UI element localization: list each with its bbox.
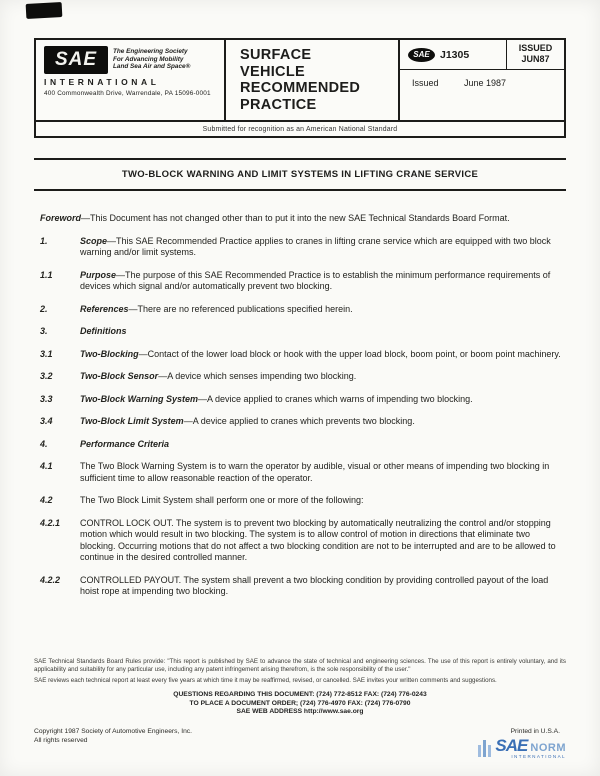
paragraph-4-performance: [40, 439, 562, 451]
contact-web: [34, 708, 566, 717]
section-label: Scope: [80, 235, 108, 246]
section-number: 3.4: [40, 416, 53, 426]
section-number: 4.2.1: [40, 517, 61, 528]
section-number: 4.1: [40, 461, 53, 471]
section-number: 3.1: [40, 348, 53, 359]
section-number: 3.2: [40, 371, 53, 381]
section-label: Purpose: [80, 269, 117, 280]
stamp-issued-label: ISSUED: [518, 43, 553, 53]
ansi-note: Submitted for recognition as an American National Standard: [36, 120, 564, 136]
paragraph-4-1: [40, 461, 562, 484]
international-label: INTERNATIONAL: [44, 77, 160, 87]
document-type: [224, 40, 400, 120]
legal-text-rules: SAE Technical Standards Board Rules provide: "This report is published by SAE to advance the state of technical and engineering sciences. The use of this report is entirely voluntary, and its applicability and suitability for any particular use, including any patent infringement arising therefrom, is the sole responsibility of the user.": [34, 658, 566, 673]
paragraph-3-4: [40, 416, 562, 428]
section-label: Two-Block Limit System: [80, 416, 184, 426]
section-text: —A device applied to cranes which warns of impending two blocking.: [198, 393, 473, 404]
paragraph-1-scope: [40, 236, 562, 259]
scan-artifact: [26, 2, 63, 19]
doc-code-cell: [400, 40, 506, 69]
issued-label: Issued: [412, 78, 439, 88]
section-text: —The purpose of this SAE Recommended Practice is to establish the minimum performance requirements of devices which signal and/or automatically prevent two blocking.: [80, 269, 551, 291]
contact-questions: QUESTIONS REGARDING THIS DOCUMENT: (724) 772-8512 FAX: (724) 776-0243: [173, 691, 427, 699]
legal-text-review: SAE reviews each technical report at least every five years at which time it may be reaffirmed, revised, or cancelled. SAE invites your written comments and suggestions.: [34, 677, 497, 685]
document-footer: [34, 658, 566, 759]
section-label: Two-Blocking: [80, 348, 139, 359]
paragraph-4-2-1: [40, 518, 562, 564]
copyright-block: [34, 728, 192, 746]
section-text: The Two Block Limit System shall perform one or more of the following:: [80, 495, 364, 505]
contact-orders: TO PLACE A DOCUMENT ORDER; (724) 776-4970 FAX: (724) 776-0790: [189, 699, 411, 707]
paragraph-2-references: [40, 304, 562, 316]
contact-block: [34, 691, 566, 717]
norm-bars-icon: [478, 740, 491, 757]
document-header: [34, 38, 566, 138]
norm-logo-sae: SAE: [495, 735, 528, 755]
section-number: 3.: [40, 326, 48, 336]
sae-logo-text: SAE: [54, 49, 98, 70]
web-address-label: SAE WEB ADDRESS: [236, 708, 303, 716]
tagline-line: For Advancing Mobility: [113, 55, 184, 63]
section-text: CONTROL LOCK OUT. The system is to prevent two blocking by automatically neutralizing the control and/or stopping motion which would result in two blocking. The system is to allow control of motion in directions that eliminate two blocking. Occurring motions that do not affect a two blocking condition are not to be interrupted and are to be allowed to continue in the desired controlled manner.: [80, 517, 556, 562]
sae-norm-logo: [478, 737, 566, 760]
section-number: 4.2.2: [40, 574, 61, 585]
tagline-line: The Engineering Society: [113, 48, 188, 55]
section-label: Foreword: [40, 213, 82, 223]
issued-date: June 1987: [464, 78, 507, 88]
tagline-line: Land Sea Air and Space®: [113, 63, 191, 71]
section-label: Definitions: [80, 326, 127, 336]
paragraph-1-1-purpose: [40, 270, 562, 293]
stamp-issued-date: JUN87: [521, 54, 550, 64]
section-number: 1.: [40, 235, 48, 246]
doc-type-line: RECOMMENDED: [240, 80, 361, 96]
paragraph-4-2-2: [40, 575, 562, 598]
doc-type-line: PRACTICE: [240, 96, 317, 113]
section-text: —A device which senses impending two blocking.: [158, 371, 357, 381]
section-number: 4.2: [40, 495, 53, 505]
sae-tagline: [113, 46, 190, 71]
printed-note: Printed in U.S.A.: [510, 727, 560, 735]
section-label: References: [80, 303, 129, 314]
document-title: TWO-BLOCK WARNING AND LIMIT SYSTEMS IN LIFTING CRANE SERVICE: [34, 158, 566, 191]
issued-row: [400, 70, 564, 88]
section-label: Performance Criteria: [80, 438, 170, 449]
rights-line: All rights reserved: [34, 736, 88, 744]
section-text: —This SAE Recommended Practice applies to cranes in lifting crane service which are equipped with two block warning and/or limit systems.: [80, 235, 551, 257]
doc-number: J1305: [440, 48, 470, 61]
norm-logo-norm: NORM: [530, 741, 566, 754]
section-number: 1.1: [40, 269, 53, 280]
section-label: Two-Block Warning System: [80, 393, 199, 404]
section-text: —A device applied to cranes which prevents two blocking.: [183, 416, 415, 426]
doc-meta: [400, 40, 564, 120]
norm-logo-sub: INTERNATIONAL: [511, 753, 566, 759]
section-number: 3.3: [40, 393, 53, 404]
doc-type-line: SURFACE: [240, 47, 312, 63]
sae-logo-block: [36, 40, 224, 120]
paragraph-3-1: [40, 349, 562, 361]
section-text: The Two Block Warning System is to warn the operator by audible, visual or other means of impending two blocking in sufficient time to allow reasonable reaction of the operator.: [80, 461, 550, 483]
section-text: —This Document has not changed other than to put it into the new SAE Technical Standards Board Format.: [81, 213, 510, 223]
section-number: 4.: [40, 438, 48, 449]
doc-type-line: VEHICLE: [240, 63, 305, 80]
section-text: CONTROLLED PAYOUT. The system shall prevent a two blocking condition by providing controlled payout of the load hoist rope at impending two blocking.: [80, 574, 549, 596]
section-text: —Contact of the lower load block or hook with the upper load block, boom point, or boom point machinery.: [138, 348, 561, 359]
paragraph-foreword: [40, 213, 562, 225]
issued-stamp: [506, 40, 564, 69]
address-line: 400 Commonwealth Drive, Warrendale, PA 15096-0001: [44, 90, 211, 97]
paragraph-3-3: [40, 394, 562, 406]
sae-mini-logo: SAE: [408, 48, 435, 62]
section-number: 2.: [40, 303, 48, 314]
copyright-line: Copyright 1987 Society of Automotive Engineers, Inc.: [34, 727, 192, 735]
paragraph-4-2: [40, 495, 562, 507]
sae-logo: [44, 46, 108, 74]
paragraph-3-definitions: [40, 326, 562, 338]
sae-web-link[interactable]: http://www.sae.org: [303, 708, 364, 716]
section-text: —There are no referenced publications specified herein.: [128, 303, 353, 314]
document-body: [40, 213, 562, 609]
paragraph-3-2: [40, 371, 562, 383]
section-label: Two-Block Sensor: [80, 371, 159, 381]
